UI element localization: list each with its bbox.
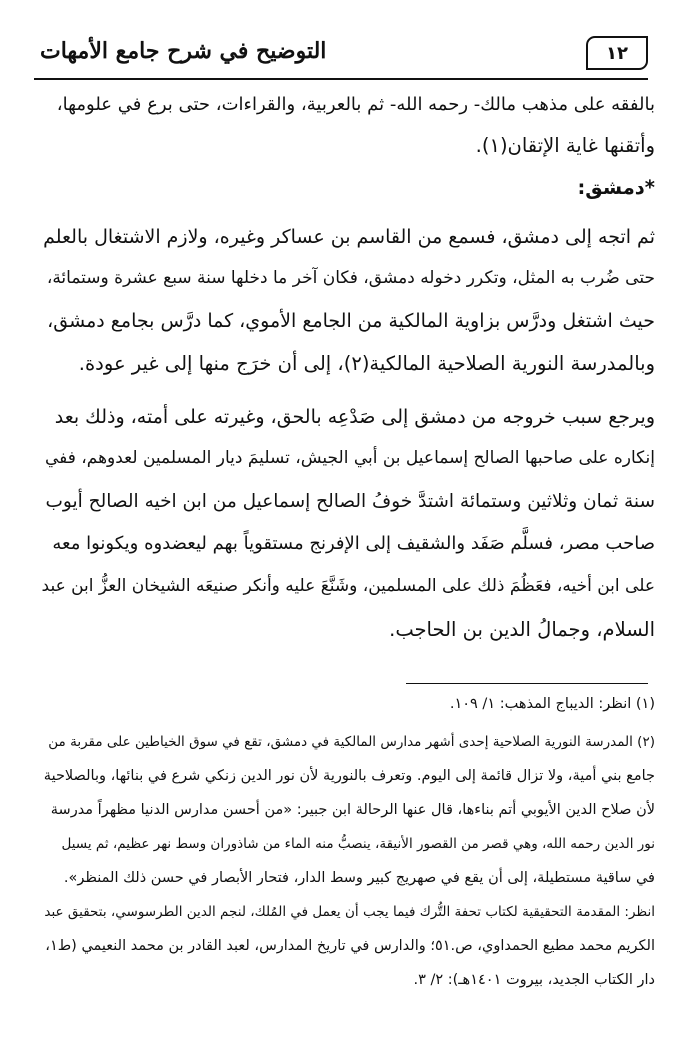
text-line: بالفقه على مذهب مالك- رحمه الله- ثم بالعربية، والقراءات، حتى برع في علومها، (56, 94, 655, 115)
text-line: على ابن أخيه، فعَظُمَ ذلك على المسلمين، وشَنَّعَ عليه وأنكر صنيعَه الشيخان العزُّ ابن عبد (41, 576, 655, 596)
footnote-line: الكريم محمد مطيع الحمداوي، ص.٥١؛ والدارس في تاريخ المدارس، لعبد القادر بن محمد النعيمي (ط١، (45, 938, 655, 954)
page-header (34, 34, 648, 80)
footnote-separator (406, 683, 648, 684)
footnote-line: دار الكتاب الجديد، بيروت ١٤٠١هـ): ٢/ ٣. (413, 972, 655, 988)
page-number-box (586, 36, 648, 70)
text-line: وبالمدرسة النورية الصلاحية المالكية(٢)، إلى أن خرَج منها إلى غير عودة. (78, 352, 655, 375)
text-line: ويرجع سبب خروجه من دمشق إلى صَدْعِه بالحق، وغيرته على أمته، وذلك بعد (54, 406, 655, 428)
footnote-line: انظر: المقدمة التحقيقية لكتاب تحفة التُّرك فيما يجب أن يعمل في المُلك، لنجم الدين الطرسوسي، بتحقيق عبد (44, 904, 655, 920)
footnote-line: (٢) المدرسة النورية الصلاحية إحدى أشهر مدارس المالكية في دمشق، تقع في سوق الخياطين على مقربة من (48, 734, 655, 750)
footnote-line: نور الدين رحمه الله، وهي قصر من القصور الأنيقة، ينصبُّ منه الماء من شاذوران وسط نهر عظيم، ثم يسيل (61, 836, 655, 852)
section-heading: *دمشق: (577, 176, 655, 199)
text-line: سنة ثمان وثلاثين وستمائة اشتدَّ خوفُ الصالح إسماعيل من ابن اخيه الصالح أيوب (45, 491, 655, 512)
text-line: ثم اتجه إلى دمشق، فسمع من القاسم بن عساكر وغيره، ولازم الاشتغال بالعلم (43, 226, 655, 248)
footnote-line: (١) انظر: الديباج المذهب: ١/ ١٠٩. (449, 696, 655, 712)
text-line: صاحب مصر، فسلَّم صَفَد والشقيف إلى الإفرنج مستقوياً بهم ليعضدوه ويكونوا معه (52, 533, 655, 554)
text-line: حيث اشتغل ودرَّس بزاوية المالكية من الجامع الأموي، كما درَّس بجامع دمشق، (47, 310, 655, 332)
running-title: التوضيح في شرح جامع الأمهات (40, 38, 327, 64)
footnote-line: في ساقية مستطيلة، إلى أن يقع في صهريج كبير وسط الدار، فتحار الأبصار في حسن ذلك المنظر». (63, 870, 655, 886)
footnote-line: لأن صلاح الدين الأيوبي أتم بناءها، قال عنها الرحالة ابن جبير: «من أحسن مدارس الدنيا مظهراً مدرسة (50, 802, 655, 818)
text-line: إنكاره على صاحبها الصالح إسماعيل بن أبي الجيش، تسليمَ ديار المسلمين لعدوهم، ففي (44, 448, 655, 468)
footnote-line: جامع بني أمية، ولا تزال قائمة إلى اليوم. وتعرف بالنورية لأن نور الدين زنكي شرع في بنائها، وبالصلاحية (43, 768, 655, 784)
page-number: ١٢ (606, 42, 628, 64)
text-line: حتى ضُرب به المثل، وتكرر دخوله دمشق، فكان آخر ما دخلها سنة سبع عشرة وستمائة، (46, 268, 655, 288)
text-line: السلام، وجمالُ الدين بن الحاجب. (389, 618, 655, 641)
text-line: وأتقنها غاية الإتقان(١). (475, 134, 655, 157)
